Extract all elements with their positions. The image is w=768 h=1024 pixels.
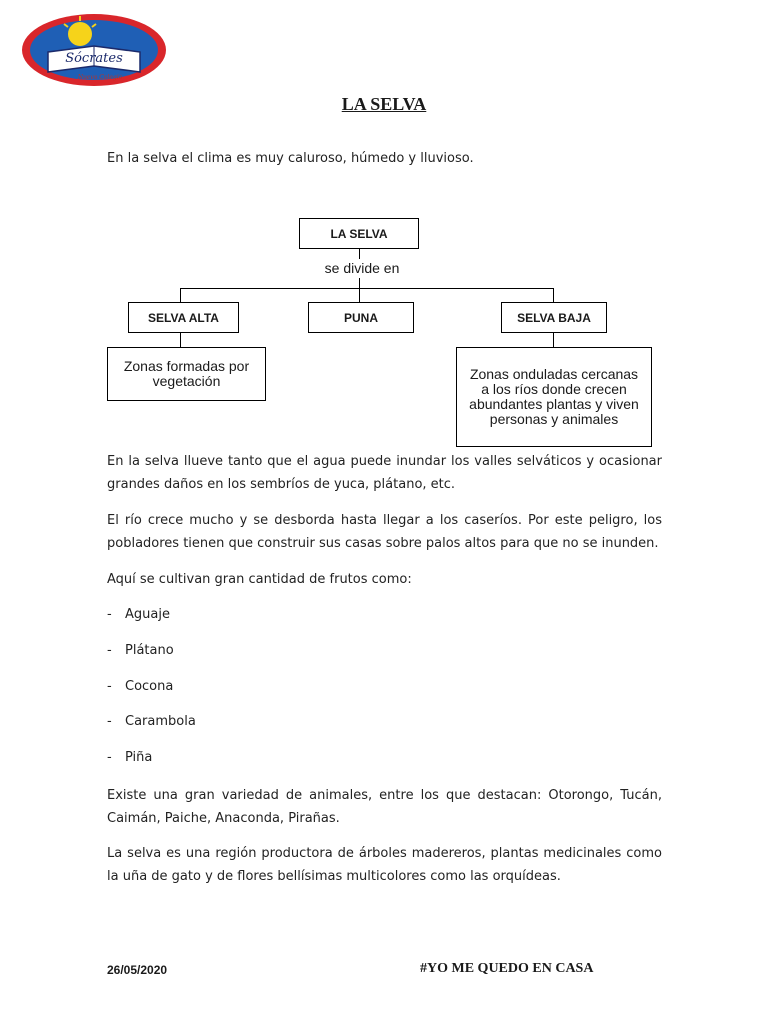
node-selva-baja: SELVA BAJA [501,302,607,333]
fruit-label: Aguaje [125,607,170,622]
paragraph-4: Existe una gran variedad de animales, entre los que destacan: Otorongo, Tucán, Caimán, Paiche, Anaconda, Pirañas. [107,788,662,826]
fruit-label: Piña [125,750,153,765]
page-title: LA SELVA [341,94,427,114]
logo-name: Sócrates [65,51,123,66]
fruit-label: Carambola [125,714,196,729]
desc-line-baja [553,333,554,348]
paragraph-2: El río crece mucho y se desborda hasta llegar a los caseríos. Por este peligro, los pobladores tienen que construir sus casas sobre palos altos para que no se inunden. [107,513,662,551]
bullet-marker: - [107,714,112,729]
list-item [107,607,170,622]
connector-line [359,249,360,259]
paragraph-3: Aquí se cultivan gran cantidad de frutos como: [107,572,412,587]
footer-date: 26/05/2020 [107,963,168,977]
footer-slogan: #YO ME QUEDO EN CASA [420,961,594,976]
node-selva-alta: SELVA ALTA [128,302,239,333]
branch-line-baja [553,288,554,302]
fruit-label: Plátano [125,643,174,658]
intro-text: En la selva el clima es muy caluroso, húmedo y lluvioso. [107,151,474,166]
paragraph-5: La selva es una región productora de árboles madereros, plantas medicinales como la uña de gato y de flores bellísimas multicolores como las orquídeas. [107,846,662,884]
bullet-marker: - [107,679,112,694]
connector-line [359,278,360,288]
list-item [107,714,196,729]
list-item [107,643,174,658]
bullet-marker: - [107,750,112,765]
bullet-marker: - [107,643,112,658]
node-puna: PUNA [308,302,414,333]
branch-line-alta [180,288,181,302]
diagram-root-box: LA SELVA [299,218,419,249]
branch-line-puna [359,288,360,302]
desc-line-alta [180,333,181,348]
logo-subtitle: Nuevo Colegio [77,74,123,81]
fruit-label: Cocona [125,679,174,694]
desc-selva-baja: Zonas onduladas cercanas a los ríos donde crecen abundantes plantas y viven personas y animales [456,347,652,447]
school-logo [20,12,168,88]
paragraph-1: En la selva llueve tanto que el agua puede inundar los valles selváticos y ocasionar grandes daños en los sembríos de yuca, plátano, etc. [107,454,662,492]
horizontal-branch-line [180,288,554,289]
desc-selva-alta: Zonas formadas por vegetación [107,347,266,401]
connector-label: se divide en [324,260,400,276]
list-item [107,750,152,765]
list-item [107,679,173,694]
bullet-marker: - [107,607,112,622]
